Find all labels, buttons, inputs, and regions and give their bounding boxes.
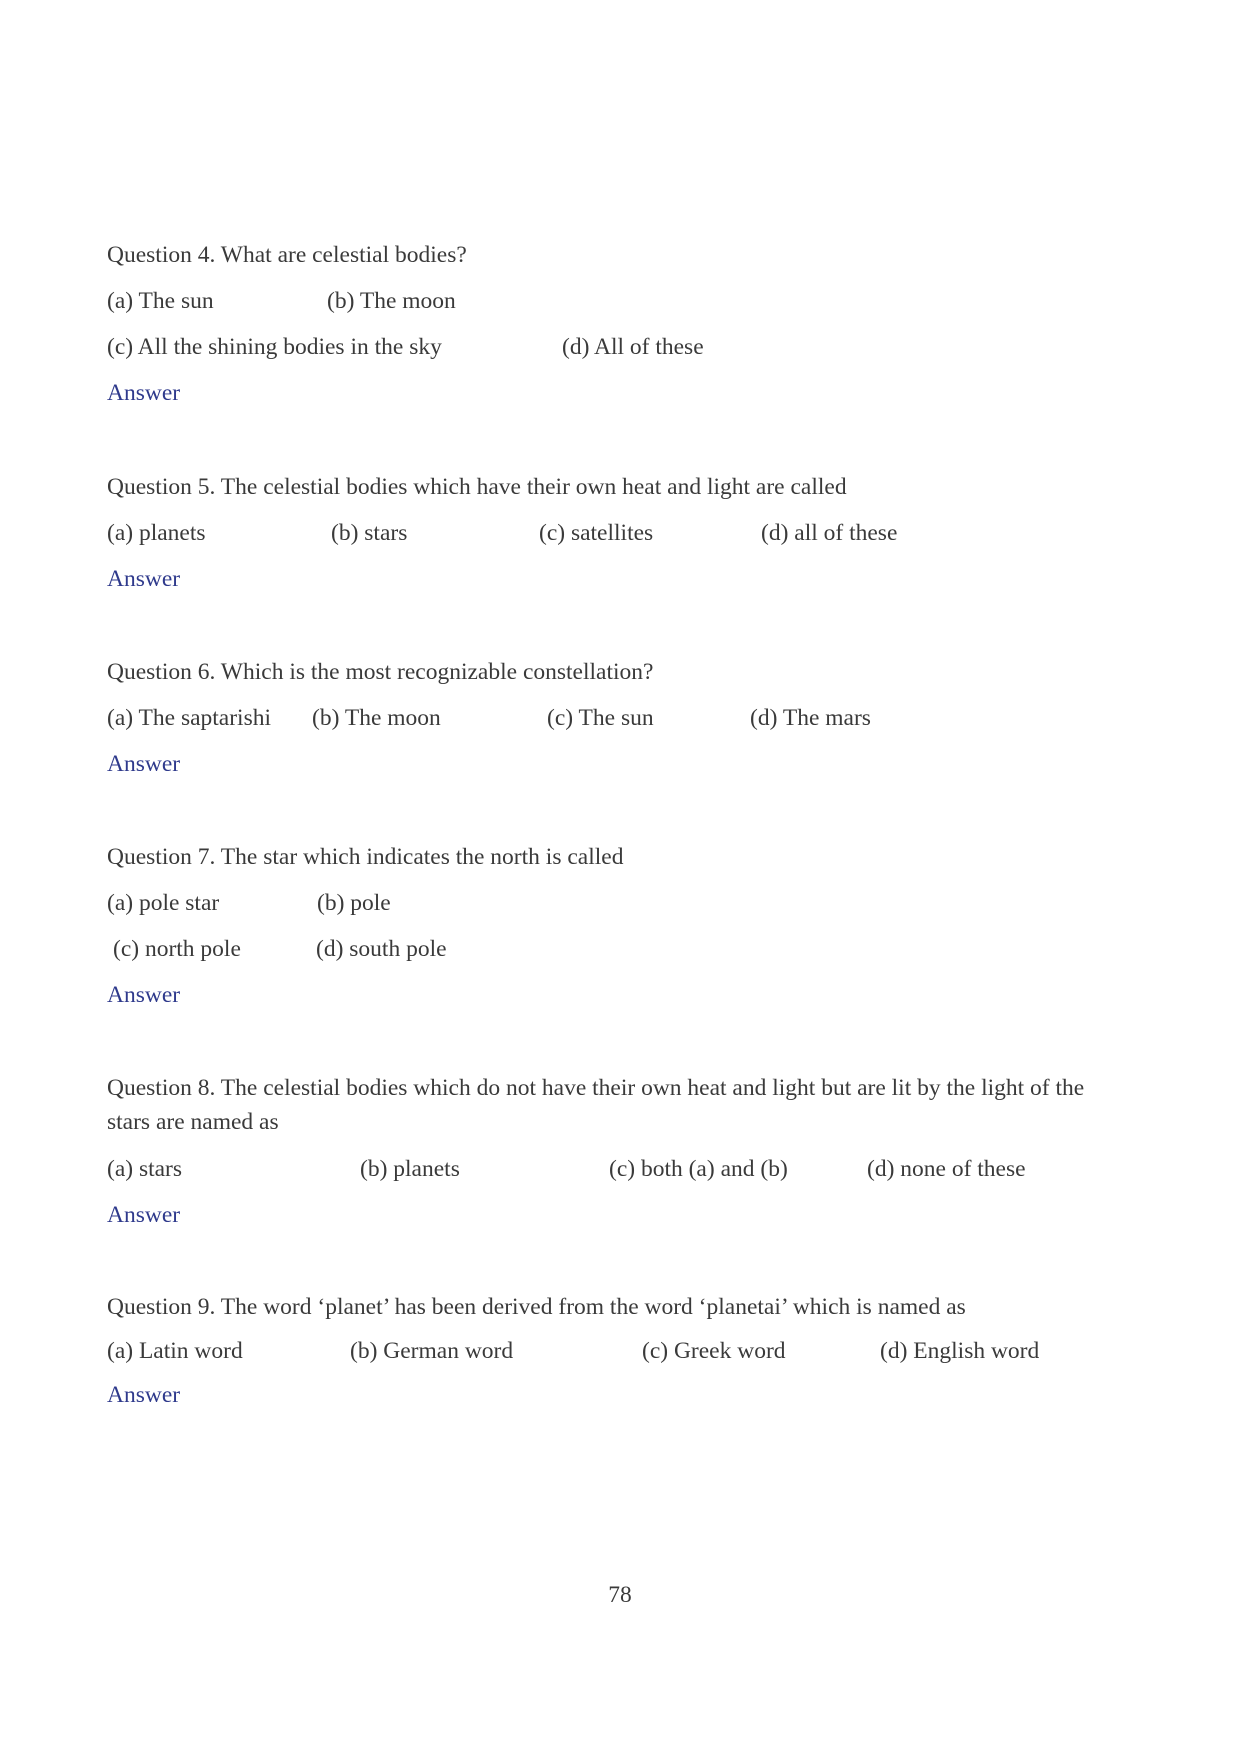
question-4-text: Question 4. What are celestial bodies? <box>107 242 467 268</box>
question-7-option-d: (d) south pole <box>316 936 447 962</box>
question-5-option-a: (a) planets <box>107 520 206 546</box>
question-7-option-a: (a) pole star <box>107 890 220 916</box>
question-9-option-d: (d) English word <box>880 1338 1040 1364</box>
question-9-option-a: (a) Latin word <box>107 1338 243 1364</box>
question-7-text: Question 7. The star which indicates the north is called <box>107 844 624 870</box>
question-6-option-b: (b) The moon <box>312 705 441 731</box>
question-4-option-b: (b) The moon <box>327 288 456 314</box>
question-4-answer-link[interactable]: Answer <box>107 380 181 406</box>
question-9-text: Question 9. The word ‘planet’ has been derived from the word ‘planetai’ which is named as <box>107 1294 966 1320</box>
question-5-option-c: (c) satellites <box>539 520 654 546</box>
question-4-option-a: (a) The sun <box>107 288 214 314</box>
question-7-option-b: (b) pole <box>317 890 391 916</box>
question-8-option-b: (b) planets <box>360 1156 460 1182</box>
question-4-option-d: (d) All of these <box>562 334 704 360</box>
question-5-text: Question 5. The celestial bodies which have their own heat and light are called <box>107 474 847 500</box>
question-6-text: Question 6. Which is the most recognizable constellation? <box>107 659 654 685</box>
question-6-option-c: (c) The sun <box>547 705 654 731</box>
page-number: 78 <box>608 1582 632 1608</box>
question-9-answer-link[interactable]: Answer <box>107 1382 181 1408</box>
question-8-text: Question 8. The celestial bodies which do not have their own heat and light but are lit by the light of the stars are named as <box>107 1075 1085 1135</box>
question-7-answer-link[interactable]: Answer <box>107 982 181 1008</box>
question-5-option-d: (d) all of these <box>761 520 898 546</box>
question-7-option-c: (c) north pole <box>113 936 241 962</box>
question-6-answer-link[interactable]: Answer <box>107 751 181 777</box>
question-8-option-c: (c) both (a) and (b) <box>609 1156 788 1182</box>
question-9-option-c: (c) Greek word <box>642 1338 786 1364</box>
question-8-option-a: (a) stars <box>107 1156 183 1182</box>
question-9-option-b: (b) German word <box>350 1338 514 1364</box>
question-8-option-d: (d) none of these <box>867 1156 1026 1182</box>
question-4-option-c: (c) All the shining bodies in the sky <box>107 334 442 360</box>
question-8-answer-link[interactable]: Answer <box>107 1202 181 1228</box>
question-5-answer-link[interactable]: Answer <box>107 566 181 592</box>
question-6-option-a: (a) The saptarishi <box>107 705 272 731</box>
question-6-option-d: (d) The mars <box>750 705 871 731</box>
question-5-option-b: (b) stars <box>331 520 408 546</box>
